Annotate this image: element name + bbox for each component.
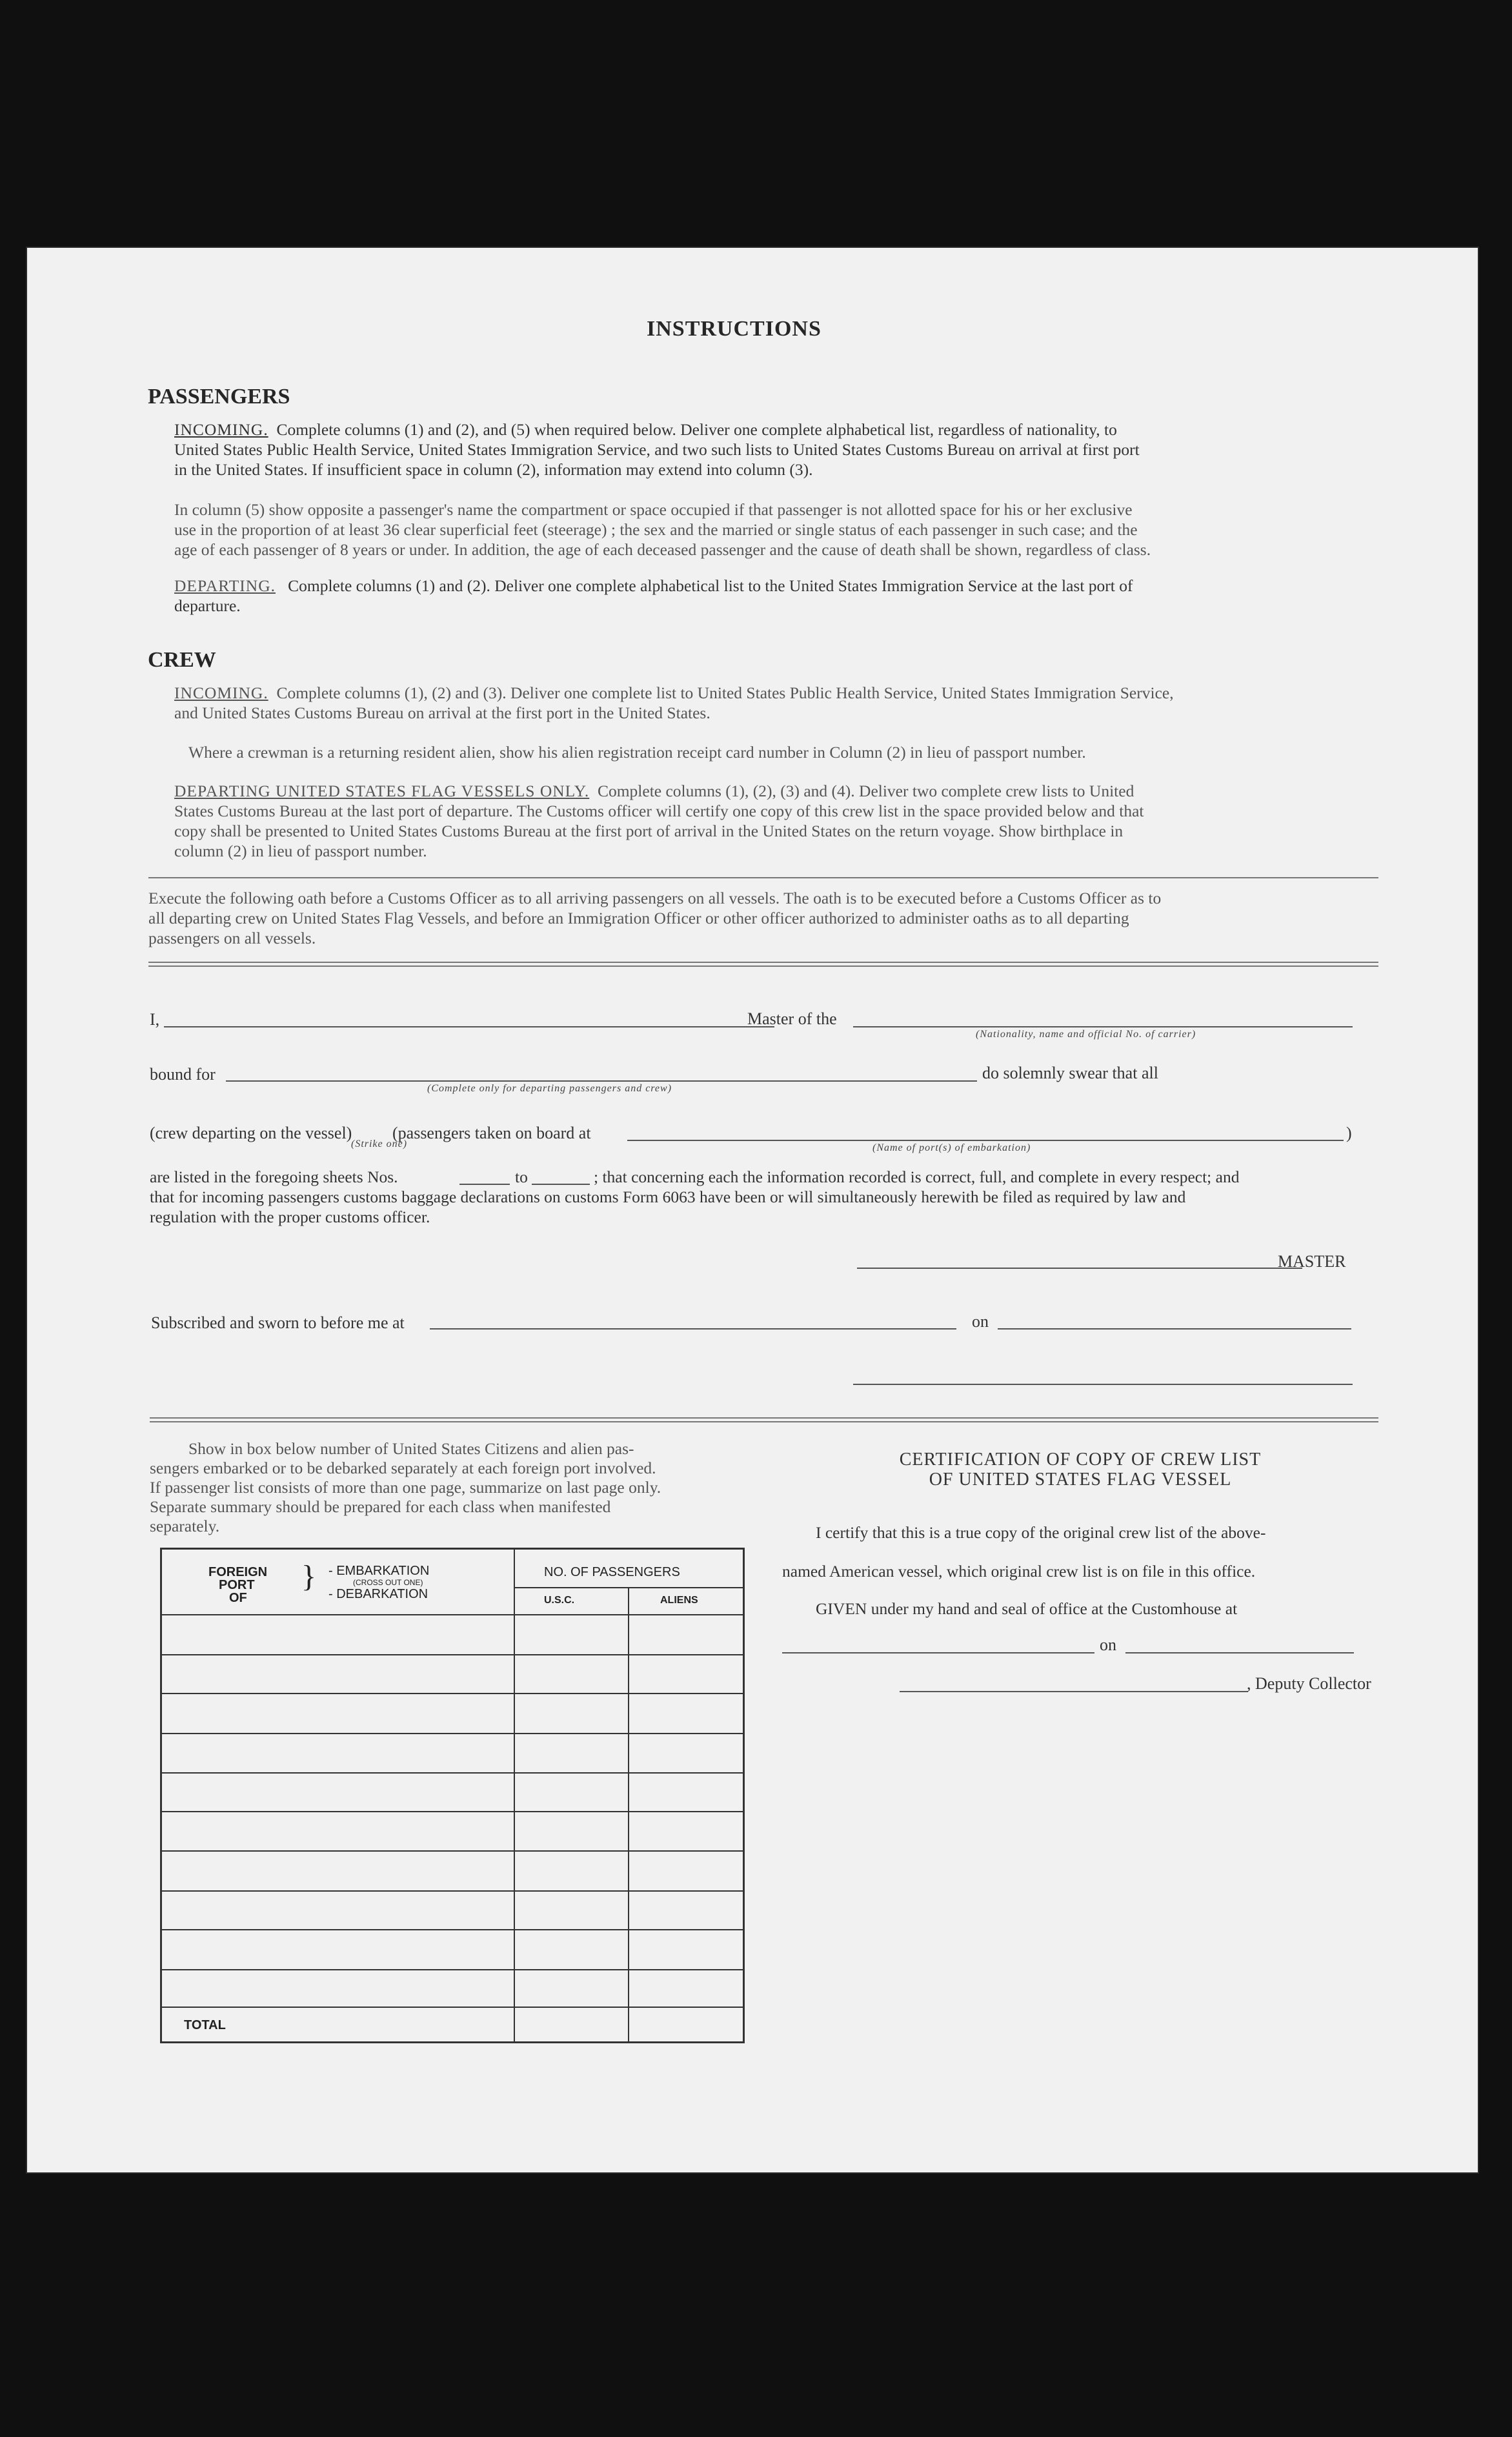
oath-instructions-line: Execute the following oath before a Customs Officer as to all arriving passengers on all vessels. The oath is to be executed before a Customs Officer as to — [148, 889, 1162, 907]
table-row-line — [162, 1654, 743, 1655]
sheet-from-field[interactable] — [459, 1184, 510, 1185]
table-row-line — [162, 1772, 743, 1774]
certification-line: GIVEN under my hand and seal of office at the Customhouse at — [816, 1599, 1238, 1618]
oath-instructions-line: all departing crew on United States Flag Vessels, and before an Immigration Officer or other officer authorized to administer oaths as to all departing — [148, 909, 1129, 927]
summary-note-line: If passenger list consists of more than one page, summarize on last page only. — [150, 1478, 661, 1497]
crew-departing-line: column (2) in lieu of passport number. — [174, 842, 427, 860]
embarkation-option[interactable]: - EMBARKATION — [328, 1564, 430, 1578]
double-divider — [148, 962, 1378, 967]
sheet-to-field[interactable] — [532, 1184, 590, 1185]
strike-one-hint: (Strike one) — [351, 1138, 408, 1149]
passengers-heading: PASSENGERS — [148, 385, 290, 409]
passengers-taken-option[interactable]: (passengers taken on board at — [392, 1124, 591, 1142]
master-label: MASTER — [1278, 1252, 1346, 1271]
divider — [148, 877, 1378, 878]
bound-for-field[interactable] — [226, 1080, 977, 1082]
port-label: PORT — [219, 1578, 255, 1592]
passengers-incoming-lead: INCOMING. — [174, 420, 268, 439]
crew-heading: CREW — [148, 648, 216, 672]
column5-line: age of each passenger of 8 years or under. In addition, the age of each deceased passenger and the cause of death shall be shown, regardless of class. — [174, 540, 1151, 559]
sworn-place-field[interactable] — [430, 1328, 956, 1330]
oath-statement-line: that for incoming passengers customs baggage declarations on customs Form 6063 have been or will simultaneously herewith be filed as required by law and — [150, 1188, 1186, 1206]
passengers-departing-line: Complete columns (1) and (2). Deliver one complete alphabetical list to the United States Immigration Service at the last port of — [288, 576, 1133, 595]
crew-incoming-line: and United States Customs Bureau on arrival at the first port in the United States. — [174, 703, 711, 722]
oath-statement-text: are listed in the foregoing sheets Nos. — [150, 1168, 398, 1186]
oath-statement — [150, 1167, 1378, 1227]
bound-for-hint: (Complete only for departing passengers and crew) — [427, 1083, 672, 1094]
certification-date-field[interactable] — [1125, 1652, 1354, 1653]
crew-returning-para: Where a crewman is a returning resident alien, show his alien registration receipt card number in Column (2) in lieu of passport number. — [188, 743, 1086, 762]
table-row-line — [162, 1890, 743, 1892]
passengers-departing-lead: DEPARTING. — [174, 576, 276, 595]
master-name-field[interactable] — [164, 1026, 774, 1027]
debarkation-option[interactable]: - DEBARKATION — [328, 1587, 428, 1601]
crew-incoming-lead: INCOMING. — [174, 683, 268, 702]
summary-note-line: Separate summary should be prepared for each class when manifested — [150, 1497, 611, 1516]
double-divider — [150, 1417, 1378, 1422]
summary-note — [150, 1439, 736, 1536]
total-label: TOTAL — [184, 2018, 226, 2032]
passengers-departing-para — [174, 576, 1378, 616]
table-row-line — [162, 1969, 743, 1970]
deputy-signature-field[interactable] — [900, 1691, 1248, 1692]
to-label: to — [515, 1168, 528, 1186]
column5-line: use in the proportion of at least 36 clear superficial feet (steerage) ; the sex and the married or single status of each passenger in such case; and the — [174, 520, 1138, 539]
aliens-header: ALIENS — [660, 1595, 698, 1606]
page-title: INSTRUCTIONS — [647, 317, 822, 341]
bound-for-label: bound for — [150, 1065, 216, 1084]
officer-signature-field[interactable] — [853, 1384, 1353, 1385]
table-row-line — [162, 1693, 743, 1694]
passengers-incoming-line: United States Public Health Service, United States Immigration Service, and two such lists to United States Customs Bureau on arrival at first port — [174, 440, 1140, 459]
passengers-incoming-line: in the United States. If insufficient space in column (2), information may extend into column (3). — [174, 460, 813, 479]
passenger-summary-table — [160, 1548, 745, 2043]
passengers-departing-line: departure. — [174, 596, 241, 615]
crew-departing-option[interactable]: (crew departing on the vessel) — [150, 1124, 352, 1142]
column-divider — [514, 1550, 515, 2041]
certification-heading — [782, 1450, 1378, 1490]
passengers-column5-para — [174, 500, 1378, 560]
table-row-line — [162, 2007, 743, 2008]
oath-statement-line: regulation with the proper customs officer. — [150, 1208, 430, 1226]
crew-departing-line: Complete columns (1), (2), (3) and (4). Deliver two complete crew lists to United — [597, 782, 1134, 800]
customhouse-field[interactable] — [782, 1652, 1094, 1653]
certification-heading-line: CERTIFICATION OF COPY OF CREW LIST — [899, 1450, 1262, 1470]
table-row-line — [162, 1614, 743, 1615]
passengers-incoming-para — [174, 420, 1378, 480]
crew-departing-para — [174, 781, 1378, 861]
oath-instructions-line: passengers on all vessels. — [148, 929, 316, 947]
header-divider — [514, 1587, 743, 1588]
table-row-line — [162, 1811, 743, 1812]
summary-note-line: sengers embarked or to be debarked separately at each foreign port involved. — [150, 1459, 656, 1477]
crew-departing-line: States Customs Bureau at the last port of departure. The Customs officer will certify one copy of this crew list in the space provided below and that — [174, 802, 1144, 820]
of-label: OF — [229, 1591, 247, 1605]
table-row-line — [162, 1733, 743, 1734]
certification-line: I certify that this is a true copy of the original crew list of the above- — [816, 1523, 1266, 1542]
deputy-collector-label: , Deputy Collector — [1247, 1674, 1371, 1693]
brace-icon: } — [301, 1559, 317, 1593]
summary-note-line: separately. — [150, 1517, 220, 1535]
certification-on-label: on — [1100, 1635, 1116, 1654]
form-page — [27, 248, 1478, 2172]
crew-departing-line: copy shall be presented to United States Customs Bureau at the first port of arrival in the United States on the return voyage. Show birthplace in — [174, 822, 1124, 840]
no-passengers-header: NO. OF PASSENGERS — [544, 1565, 680, 1579]
crew-incoming-line: Complete columns (1), (2) and (3). Deliver one complete list to United States Public Health Service, United States Immigration Service, — [276, 683, 1174, 702]
carrier-field[interactable] — [853, 1026, 1353, 1027]
sworn-on-label: on — [972, 1312, 989, 1331]
solemnly-swear-label: do solemnly swear that all — [982, 1064, 1158, 1082]
master-of-label: Master of the — [747, 1009, 837, 1028]
table-row-line — [162, 1850, 743, 1852]
oath-i-label: I, — [150, 1010, 160, 1029]
master-signature-field[interactable] — [857, 1268, 1302, 1269]
table-row-line — [162, 1929, 743, 1930]
certification-line: named American vessel, which original crew list is on file in this office. — [782, 1562, 1256, 1581]
column5-line: In column (5) show opposite a passenger's name the compartment or space occupied if that passenger is not allotted space for his or her exclusive — [174, 500, 1133, 519]
close-paren: ) — [1346, 1124, 1352, 1142]
cross-out-hint: (CROSS OUT ONE) — [353, 1578, 423, 1587]
crew-departing-lead: DEPARTING UNITED STATES FLAG VESSELS ONLY. — [174, 782, 590, 800]
certification-heading-line: OF UNITED STATES FLAG VESSEL — [929, 1470, 1232, 1490]
oath-statement-text: ; that concerning each the information recorded is correct, full, and complete in every respect; and — [594, 1168, 1240, 1186]
crew-incoming-para — [174, 683, 1378, 723]
embarkation-port-field[interactable] — [627, 1140, 1344, 1141]
oath-instructions — [148, 888, 1378, 948]
usc-header: U.S.C. — [544, 1595, 575, 1606]
subscribed-label: Subscribed and sworn to before me at — [151, 1313, 405, 1332]
summary-note-line: Show in box below number of United States Citizens and alien pas- — [188, 1439, 634, 1458]
sworn-date-field[interactable] — [998, 1328, 1351, 1330]
passengers-incoming-line: Complete columns (1) and (2), and (5) when required below. Deliver one complete alphabetical list, regardless of nationality, to — [276, 420, 1117, 439]
nationality-hint: (Nationality, name and official No. of carrier) — [976, 1029, 1196, 1040]
port-hint: (Name of port(s) of embarkation) — [872, 1142, 1031, 1153]
foreign-label: FOREIGN — [208, 1565, 268, 1579]
